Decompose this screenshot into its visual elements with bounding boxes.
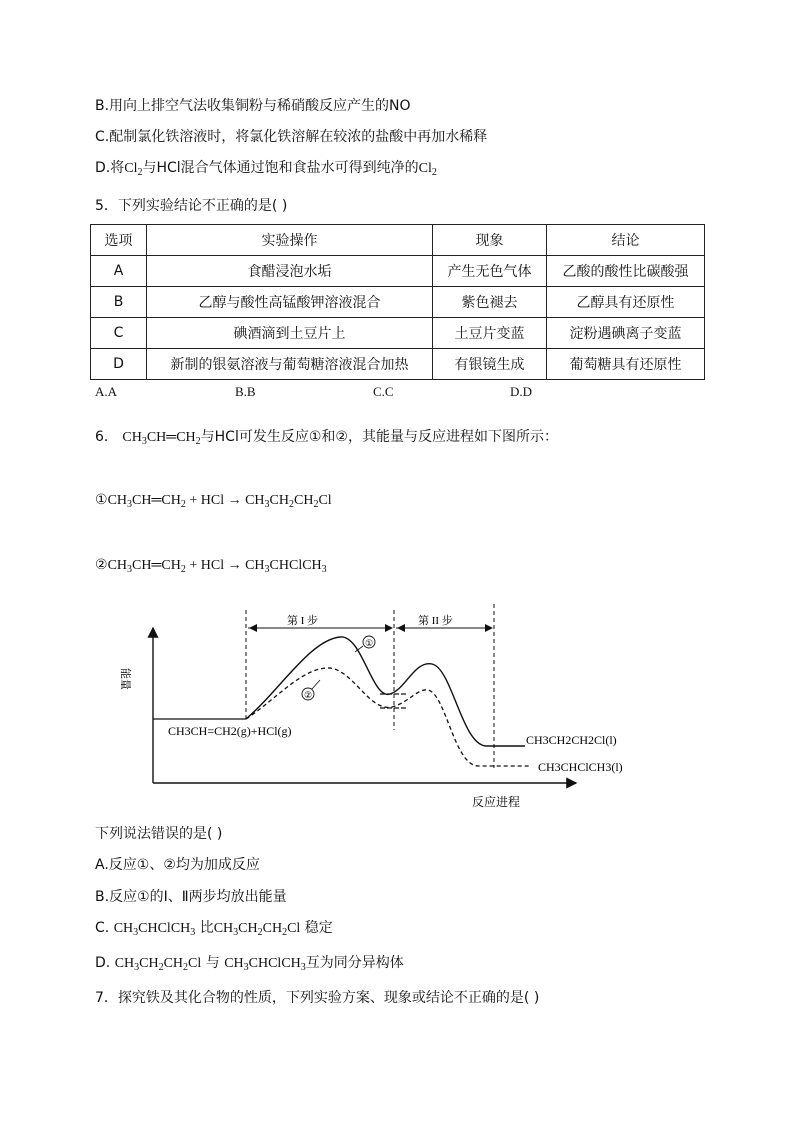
q4-option-b: B.用向上排空气法收集铜粉与稀硝酸反应产生的NO bbox=[95, 98, 411, 114]
x-axis-label: 反应进程 bbox=[472, 795, 521, 809]
table-cell: 产生无色气体 bbox=[433, 256, 547, 287]
table-header-cell: 结论 bbox=[547, 225, 705, 256]
q5-stem: 5．下列实验结论不正确的是( ) bbox=[95, 198, 288, 214]
q6-stem: 6． $CH_3CH═CH_2$与HCl可发生反应①和②，其能量与反应进程如下图所示： bbox=[95, 429, 558, 447]
q6-option-c: C. $CH_3CHClCH_3$ 比$CH_3CH_2CH_2Cl$ 稳定 bbox=[95, 920, 333, 938]
reaction-1: $①CH_3CH═CH_2$ + HCl → $CH_3CH_2CH_2Cl$ bbox=[95, 492, 332, 510]
table-cell: 新制的银氨溶液与葡萄糖溶液混合加热 bbox=[147, 349, 433, 380]
curve-2-marker: ② bbox=[304, 690, 313, 700]
reaction-2: $②CH_3CH═CH_2$ + HCl → $CH_3CHClCH_3$ bbox=[95, 557, 327, 575]
product-1-label: CH3CH2CH2Cl(l) bbox=[526, 733, 617, 747]
q6-option-b: B.反应①的Ⅰ、Ⅱ两步均放出能量 bbox=[95, 889, 287, 905]
q4-option-d: D.将$Cl_2$与HCl混合气体通过饱和食盐水可得到纯净的$Cl_2$ bbox=[95, 160, 437, 178]
table-cell: 碘酒滴到土豆片上 bbox=[147, 318, 433, 349]
product-2-label: CH3CHClCH3(l) bbox=[538, 760, 623, 774]
table-header-cell: 实验操作 bbox=[147, 225, 433, 256]
q4-option-c: C.配制氯化铁溶液时，将氯化铁溶解在较浓的盐酸中再加水稀释 bbox=[95, 129, 488, 145]
table-cell: 有银镜生成 bbox=[433, 349, 547, 380]
table-header-cell: 现象 bbox=[433, 225, 547, 256]
choice-b[interactable]: B.B bbox=[235, 384, 256, 399]
curve-reaction-2 bbox=[246, 668, 530, 766]
table-cell: 土豆片变蓝 bbox=[433, 318, 547, 349]
table-cell: 乙醇与酸性高锰酸钾溶液混合 bbox=[147, 287, 433, 318]
q6-question: 下列说法错误的是( ) bbox=[95, 826, 223, 842]
choice-d[interactable]: D.D bbox=[510, 384, 533, 399]
choice-c[interactable]: C.C bbox=[373, 384, 394, 399]
reactant-label: CH3CH=CH2(g)+HCl(g) bbox=[168, 724, 292, 738]
table-cell: 乙醇具有还原性 bbox=[547, 287, 705, 318]
table-cell: A bbox=[91, 256, 147, 287]
q6-option-d: D. $CH_3CH_2CH_2Cl$ 与 $CH_3CHClCH_3$互为同分异构体 bbox=[95, 955, 404, 973]
table-header-cell: 选项 bbox=[91, 225, 147, 256]
q7-stem: 7．探究铁及其化合物的性质，下列实验方案、现象或结论不正确的是( ) bbox=[95, 990, 540, 1006]
choice-a[interactable]: A.A bbox=[95, 384, 118, 399]
step-1-label: 第 I 步 bbox=[287, 615, 319, 627]
y-axis-label: 能量 bbox=[119, 668, 131, 690]
q6-option-a: A.反应①、②均为加成反应 bbox=[95, 857, 260, 873]
table-cell: C bbox=[91, 318, 147, 349]
table-cell: B bbox=[91, 287, 147, 318]
curve-1-marker: ① bbox=[365, 638, 374, 648]
step-2-label: 第 II 步 bbox=[418, 615, 453, 627]
table-cell: D bbox=[91, 349, 147, 380]
table-cell: 淀粉遇碘离子变蓝 bbox=[547, 318, 705, 349]
table-cell: 紫色褪去 bbox=[433, 287, 547, 318]
table-cell: 食醋浸泡水垢 bbox=[147, 256, 433, 287]
table-cell: 葡萄糖具有还原性 bbox=[547, 349, 705, 380]
table-cell: 乙酸的酸性比碳酸强 bbox=[547, 256, 705, 287]
